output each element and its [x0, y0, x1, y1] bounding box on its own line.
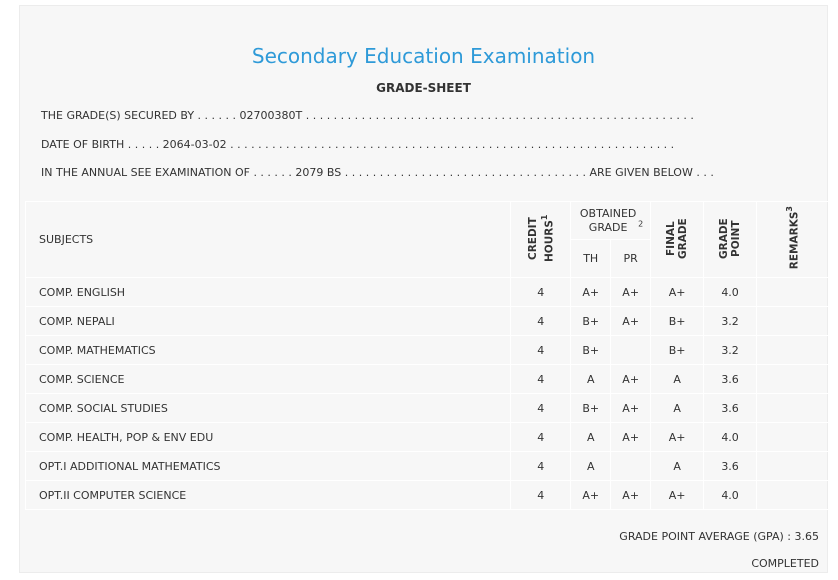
cell-final: A+	[651, 481, 704, 510]
cell-credit: 4	[511, 365, 571, 394]
cell-final: B+	[651, 336, 704, 365]
cell-final: B+	[651, 307, 704, 336]
gpa-summary: GRADE POINT AVERAGE (GPA) : 3.65	[619, 530, 819, 543]
cell-pr	[611, 336, 651, 365]
cell-final: A	[651, 394, 704, 423]
cell-remarks	[757, 336, 829, 365]
cell-subject: COMP. SCIENCE	[26, 365, 511, 394]
header-th: TH	[571, 240, 611, 278]
cell-th: B+	[571, 394, 611, 423]
cell-final: A+	[651, 278, 704, 307]
cell-credit: 4	[511, 423, 571, 452]
cell-credit: 4	[511, 394, 571, 423]
cell-pr: A+	[611, 394, 651, 423]
cell-remarks	[757, 481, 829, 510]
cell-credit: 4	[511, 278, 571, 307]
cell-th: B+	[571, 307, 611, 336]
cell-credit: 4	[511, 481, 571, 510]
page-subtitle: GRADE-SHEET	[376, 81, 471, 95]
cell-subject: COMP. MATHEMATICS	[26, 336, 511, 365]
cell-final: A	[651, 365, 704, 394]
table-row	[26, 336, 829, 365]
cell-subject: COMP. HEALTH, POP & ENV EDU	[26, 423, 511, 452]
cell-th: A	[571, 365, 611, 394]
cell-remarks	[757, 365, 829, 394]
cell-th: B+	[571, 336, 611, 365]
table-header	[26, 202, 829, 278]
cell-grade-point: 3.2	[704, 307, 757, 336]
cell-grade-point: 4.0	[704, 423, 757, 452]
cell-grade-point: 3.6	[704, 452, 757, 481]
header-subjects: SUBJECTS	[26, 202, 511, 278]
cell-subject: OPT.II COMPUTER SCIENCE	[26, 481, 511, 510]
page-title: Secondary Education Examination	[251, 44, 596, 68]
cell-pr: A+	[611, 481, 651, 510]
cell-th: A+	[571, 278, 611, 307]
cell-th: A+	[571, 481, 611, 510]
header-final-grade: FINAL GRADE	[651, 202, 704, 278]
cell-remarks	[757, 394, 829, 423]
cell-grade-point: 3.6	[704, 365, 757, 394]
table-row	[26, 481, 829, 510]
cell-grade-point: 4.0	[704, 278, 757, 307]
cell-subject: COMP. SOCIAL STUDIES	[26, 394, 511, 423]
cell-grade-point: 3.6	[704, 394, 757, 423]
cell-pr: A+	[611, 278, 651, 307]
cell-subject: COMP. NEPALI	[26, 307, 511, 336]
cell-pr: A+	[611, 365, 651, 394]
cell-th: A	[571, 452, 611, 481]
header-remarks: REMARKS$^3$	[757, 202, 829, 278]
status-completed: COMPLETED	[751, 557, 819, 570]
header-credit-hours: CREDIT HOURS$^1$	[511, 202, 571, 278]
grades-secured-by-line: THE GRADE(S) SECURED BY . . . . . . 02700380T . . . . . . . . . . . . . . . . . . . . . . . . . . . . . . . . . . . . . . . . . . . . . . . . . . . . . . . .	[41, 109, 694, 122]
cell-remarks	[757, 452, 829, 481]
annual-exam-line: IN THE ANNUAL SEE EXAMINATION OF . . . . . . 2079 BS . . . . . . . . . . . . . . . . . . . . . . . . . . . . . . . . . . . ARE GIVEN BELOW . . .	[41, 166, 714, 179]
grades-table	[25, 201, 829, 510]
cell-pr: A+	[611, 423, 651, 452]
cell-pr	[611, 452, 651, 481]
table-row	[26, 278, 829, 307]
table-row	[26, 307, 829, 336]
cell-subject: OPT.I ADDITIONAL MATHEMATICS	[26, 452, 511, 481]
header-grade-point: GRADE POINT	[704, 202, 757, 278]
table-row	[26, 365, 829, 394]
cell-credit: 4	[511, 452, 571, 481]
cell-pr: A+	[611, 307, 651, 336]
cell-grade-point: 4.0	[704, 481, 757, 510]
cell-remarks	[757, 423, 829, 452]
cell-final: A+	[651, 423, 704, 452]
grade-sheet	[19, 5, 828, 573]
cell-subject: COMP. ENGLISH	[26, 278, 511, 307]
table-body	[26, 278, 829, 510]
cell-th: A	[571, 423, 611, 452]
header-obtained-grade: OBTAINED GRADE $^2$	[571, 202, 651, 240]
table-row	[26, 452, 829, 481]
cell-credit: 4	[511, 307, 571, 336]
cell-grade-point: 3.2	[704, 336, 757, 365]
table-row	[26, 394, 829, 423]
table-row	[26, 423, 829, 452]
cell-credit: 4	[511, 336, 571, 365]
date-of-birth-line: DATE OF BIRTH . . . . . 2064-03-02 . . . . . . . . . . . . . . . . . . . . . . . . . . . . . . . . . . . . . . . . . . . . . . . . . . . . . . . . . . . . . . . .	[41, 138, 675, 151]
cell-remarks	[757, 278, 829, 307]
cell-final: A	[651, 452, 704, 481]
cell-remarks	[757, 307, 829, 336]
header-pr: PR	[611, 240, 651, 278]
